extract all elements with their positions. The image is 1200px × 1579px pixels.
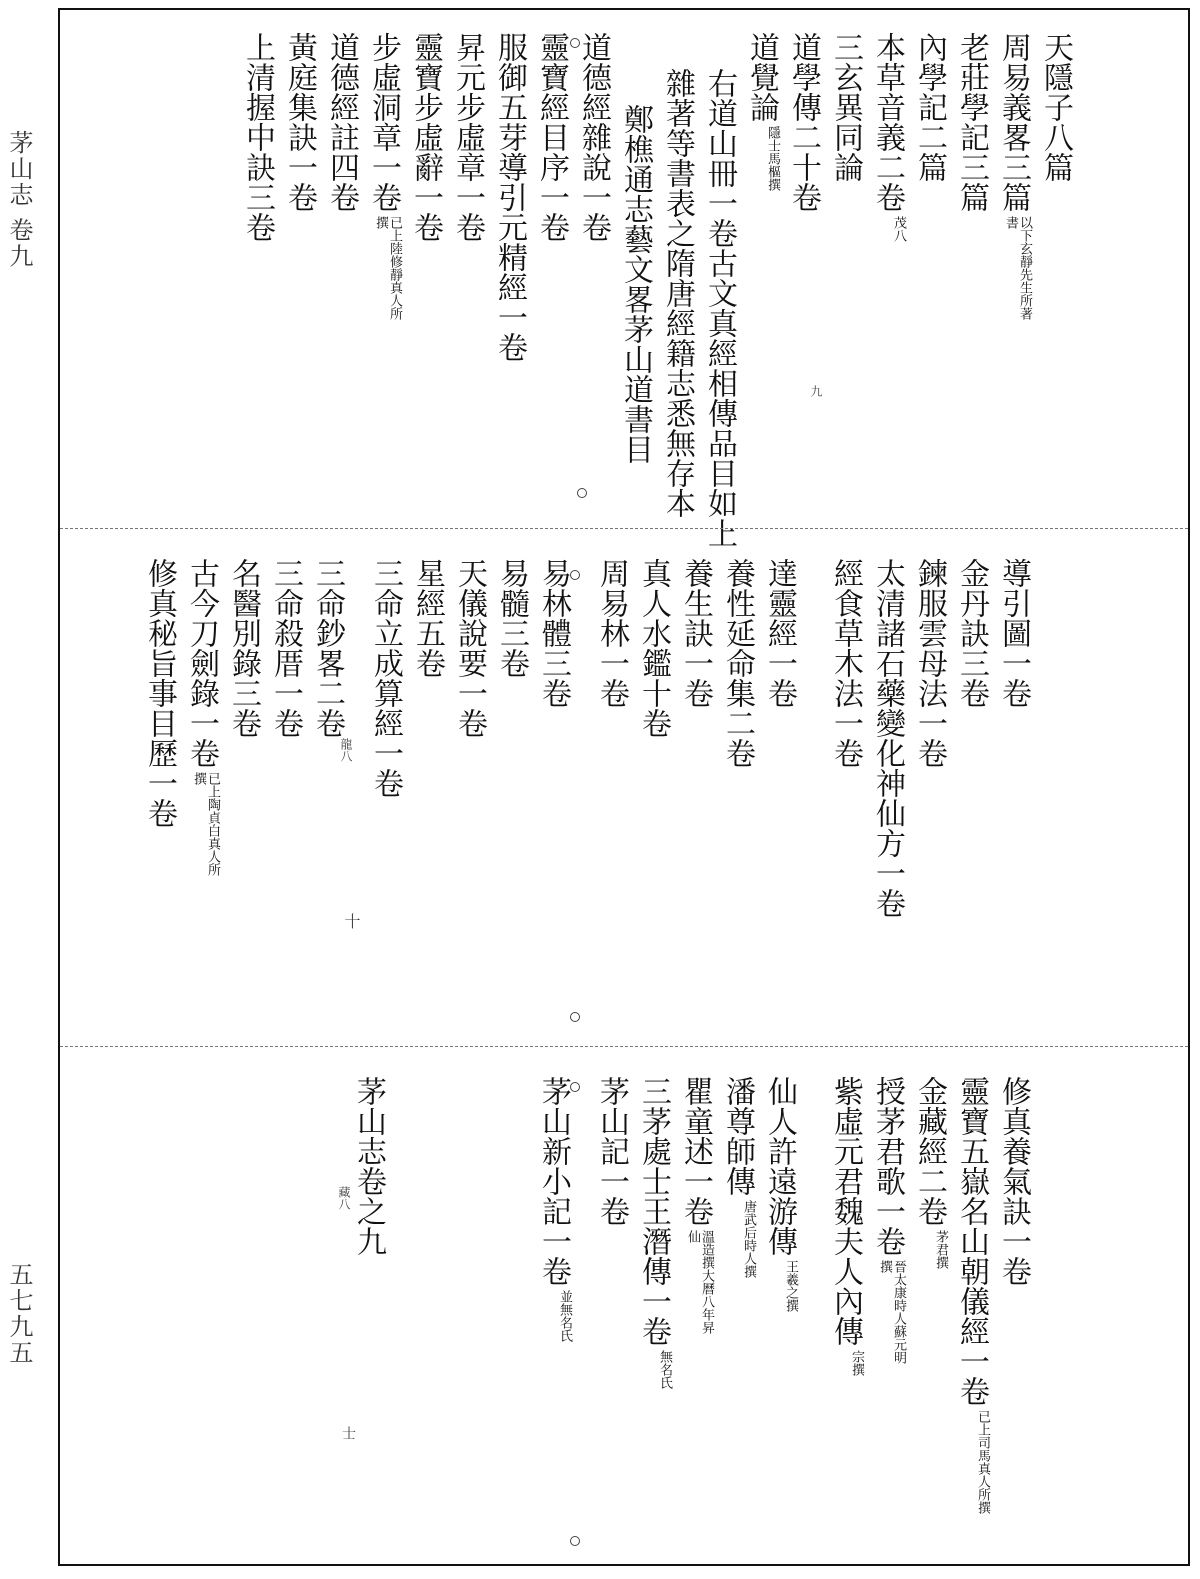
text-column: 上清握中訣三卷 xyxy=(240,32,275,242)
annotation-note: 溫造撰大曆八年昇仙 xyxy=(685,1230,714,1334)
annotation-note: 唐武后時人撰 xyxy=(741,1200,756,1278)
text-column: 周易林一卷 xyxy=(594,558,629,708)
text-column: 靈寶步虛辭一卷 xyxy=(408,32,443,242)
annotation-note: 已上陶貞白真人所撰 xyxy=(191,772,220,876)
text-column: 達靈經一卷 xyxy=(762,558,797,708)
text-column: 三命殺厝一卷 xyxy=(268,558,303,738)
annotation-note: 藏八 xyxy=(337,1186,351,1210)
text-column: 鄭樵通志藝文畧茅山道書目 xyxy=(618,104,653,464)
page-number-margin: 五七九五 xyxy=(5,1262,33,1366)
annotation-note: 宗撰 xyxy=(849,1350,864,1376)
sheet-marker: 十 xyxy=(342,913,361,929)
text-column: 真人水鑑十卷 xyxy=(636,558,671,738)
text-column: 茅山新小記一卷並無名氏 xyxy=(536,1076,572,1342)
text-column: 天儀說要一卷 xyxy=(452,558,487,738)
binding-hole xyxy=(570,570,580,580)
text-column: 養性延命集二卷 xyxy=(720,558,755,768)
text-column: 靈寶經目序一卷 xyxy=(534,32,569,242)
binding-hole xyxy=(570,1082,580,1092)
text-column: 三玄異同論 xyxy=(828,32,863,182)
binding-hole xyxy=(570,1012,580,1022)
annotation-note: 無名氏 xyxy=(657,1350,672,1389)
text-column: 三命立成算經一卷 xyxy=(368,558,403,798)
text-column: 鍊服雲母法一卷 xyxy=(912,558,947,768)
text-column: 瞿童述一卷溫造撰大曆八年昇仙 xyxy=(677,1076,713,1342)
volume-end-title: 茅山志卷之九 xyxy=(351,1076,386,1256)
annotation-note: 並無名氏 xyxy=(557,1290,572,1342)
annotation-note: 已上司馬真人所撰 xyxy=(975,1410,990,1514)
binding-hole xyxy=(570,38,580,48)
panel-2 xyxy=(60,528,1188,1046)
annotation-note: 茅君撰 xyxy=(933,1230,948,1269)
text-column: 天隱子八篇 xyxy=(1038,32,1073,182)
text-column: 周易義畧三篇以下玄靜先生所著書 xyxy=(995,32,1031,328)
text-column: 潘尊師傳唐武后時人撰 xyxy=(719,1076,755,1312)
text-column: 易髓三卷 xyxy=(494,558,529,678)
text-column: 道覺論隱士馬樞撰 xyxy=(743,32,779,238)
text-column: 右道山冊一卷古文真經相傳品目如上 xyxy=(702,68,737,548)
text-column: 步虛洞章一卷已上陸修靜真人所撰 xyxy=(365,32,401,328)
text-column: 雜著等書表之隋唐經籍志悉無存本 xyxy=(660,68,695,518)
panel-3 xyxy=(60,1046,1188,1566)
text-column: 星經五卷 xyxy=(410,558,445,678)
text-column: 養生訣一卷 xyxy=(678,558,713,708)
sheet-marker: 九 xyxy=(809,385,823,397)
text-column: 紫虛元君魏夫人內傳宗撰 xyxy=(828,1076,864,1376)
text-column: 金藏經二卷茅君撰 xyxy=(912,1076,948,1269)
text-column: 老莊學記三篇 xyxy=(954,32,989,212)
text-column: 仙人許遠游傳王羲之撰 xyxy=(762,1076,798,1312)
annotation-note: 龍八 xyxy=(339,738,353,762)
annotation-note: 以下玄靜先生所著書 xyxy=(1003,216,1032,320)
text-column: 內學記二篇 xyxy=(912,32,947,182)
panel-1 xyxy=(60,10,1188,548)
text-column: 修真秘旨事目歷一卷 xyxy=(142,558,177,828)
text-column: 金丹訣三卷 xyxy=(954,558,989,708)
annotation-note: 晉太康時人蘇元明撰 xyxy=(877,1260,906,1364)
text-column: 易林體三卷 xyxy=(536,558,571,708)
text-column: 道學傳二十卷 xyxy=(786,32,821,212)
text-column: 道德經雜說一卷 xyxy=(576,32,611,242)
text-column: 本草音義二卷茂八 xyxy=(870,32,906,242)
text-column: 太清諸石藥變化神仙方一卷 xyxy=(870,558,905,918)
text-column: 道德經註四卷 xyxy=(324,32,359,212)
text-column: 授茅君歌一卷晉太康時人蘇元明撰 xyxy=(869,1076,905,1372)
binding-hole xyxy=(577,488,587,498)
sheet-marker: 士 xyxy=(340,1426,356,1440)
text-column: 經食草木法一卷 xyxy=(828,558,863,768)
text-column: 導引圖一卷 xyxy=(996,558,1031,708)
annotation-note: 已上陸修靜真人所撰 xyxy=(373,216,402,320)
book-title-margin: 茅山志 卷九 xyxy=(5,130,33,270)
annotation-note: 茂八 xyxy=(891,216,906,242)
text-column: 昇元步虛章一卷 xyxy=(450,32,485,242)
text-column: 三命鈔畧二卷 xyxy=(310,558,345,738)
text-column: 修真養氣訣一卷 xyxy=(996,1076,1031,1286)
text-column: 服御五芽導引元精經一卷 xyxy=(492,32,527,362)
text-column: 靈寶五嶽名山朝儀經一卷已上司馬真人所撰 xyxy=(953,1076,989,1522)
text-column: 古今刀劍錄一卷已上陶貞白真人所撰 xyxy=(183,558,219,884)
text-column: 三茅處士王潛傳一卷無名氏 xyxy=(636,1076,672,1389)
text-column: 茅山記一卷 xyxy=(594,1076,629,1226)
text-column: 名醫別錄三卷 xyxy=(226,558,261,738)
text-frame xyxy=(58,8,1190,1566)
binding-hole xyxy=(570,1536,580,1546)
annotation-note: 隱士馬樞撰 xyxy=(765,126,780,191)
text-column: 黃庭集訣一卷 xyxy=(282,32,317,212)
annotation-note: 王羲之撰 xyxy=(783,1260,798,1312)
